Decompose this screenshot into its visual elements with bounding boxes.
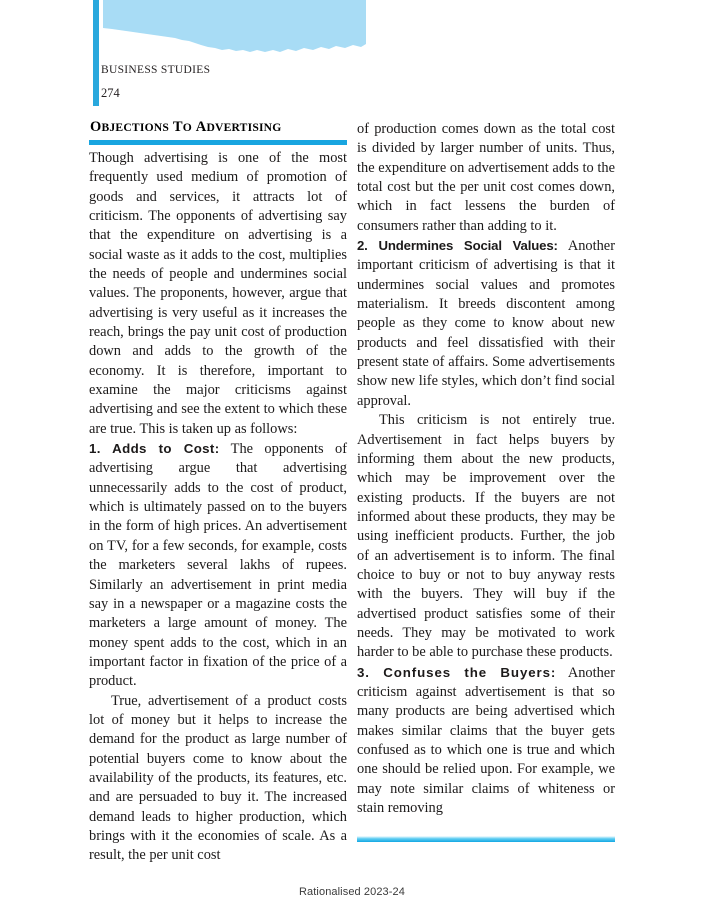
paragraph-lead-label: 1. Adds to Cost: bbox=[89, 441, 220, 457]
paragraph-text: This criticism is not entirely true. Advertisement in fact helps buyers by informing them about the new products, which may be improvement over the existing products. If the buyers are not informed about these products, they may be using inefficient products. Further, the job of an advertisement is to inform. The final choice to buy or not to buy anyway rests with the buyers. They will buy if the advertised product satisfies some of their needs. They may be motivated to work harder to be able to purchase these products. bbox=[357, 412, 615, 661]
section-heading-cap-3: A bbox=[195, 119, 207, 135]
page-number: 274 bbox=[101, 86, 120, 100]
paragraph-text: Another criticism against advertisement is that so many products are being advertised which makes similar claims that the buyer gets confused as to which one is true and which one should be relied upon. For example, we may note similar claims of whiteness or stain removing bbox=[357, 664, 615, 817]
section-heading-cap-2: T bbox=[172, 119, 183, 135]
torn-paper-shape bbox=[103, 0, 366, 56]
page-header bbox=[0, 0, 704, 112]
section-heading-rest-1: BJECTIONS bbox=[101, 121, 170, 134]
paragraph-criticism-reply bbox=[357, 411, 615, 662]
paragraph-text: Another important criticism of advertising is that it undermines social values and promotes materialism. It breeds discontent among people as they come to know about new products and feel dissatisfied with their present state of affairs. Some advertisements show new life styles, which don’t find social approval. bbox=[357, 238, 615, 409]
paragraph-lead-label: 3. Confuses the Buyers: bbox=[357, 664, 557, 680]
paragraph-text: Though advertising is one of the most frequently used medium of promotion of goods and services, it attracts lot of criticism. The opponents of advertising say that the expenditure on advertising is a social waste as it adds to the cost, multiplies the needs of people and undermines social values. The proponents, however, argue that advertising is very useful as it increases the reach, brings the pay unit cost of production down and adds to the growth of the economy. It is therefore, important to examine the major criticisms against advertising and see the extent to which these are true. This is taken up as follows: bbox=[89, 149, 347, 437]
section-heading-cap-1: O bbox=[90, 119, 102, 135]
paragraph-undermines-social-values bbox=[357, 236, 615, 411]
paragraph-adds-to-cost bbox=[89, 439, 347, 691]
paragraph-confuses-the-buyers bbox=[357, 663, 615, 819]
section-heading-rule bbox=[89, 140, 347, 145]
paragraph-text: The opponents of advertising argue that advertising unnecessarily adds to the cost of product, which is ultimately passed on to the buyers in the form of high prices. An advertisement on TV, for a few seconds, for example, costs the marketers several lakhs of rupees. Similarly an advertisement in print media say in a newspaper or a magazine costs the marketers a large amount of money. The money spent adds to the cost, which in an important factor in fixation of the price of a product. bbox=[89, 441, 347, 690]
footer-rationalised-note: Rationalised 2023-24 bbox=[299, 886, 405, 898]
paragraph-text: True, advertisement of a product costs lot of money but it helps to increase the demand for the product as large number of potential buyers come to know about the availability of the products, its features, etc. and are persuaded to buy it. The increased demand leads to higher production, which brings with it the economies of scale. As a result, the per unit cost bbox=[89, 692, 347, 864]
header-vertical-accent-bar bbox=[93, 0, 99, 106]
right-column bbox=[357, 120, 615, 818]
bottom-accent-bar bbox=[357, 836, 615, 842]
paragraph-cost-continued bbox=[357, 120, 615, 236]
paragraph-intro bbox=[89, 149, 347, 439]
book-title: BUSINESS STUDIES bbox=[101, 64, 211, 76]
section-heading-rest-2: O bbox=[182, 121, 192, 134]
section-heading-rest-3: DVERTISING bbox=[206, 121, 282, 134]
left-column bbox=[89, 120, 347, 866]
torn-paper-banner bbox=[103, 0, 366, 56]
paragraph-text: of production comes down as the total cost is divided by larger number of units. Thus, the expenditure on advertisement adds to the total cost but the per unit cost comes down, which in fact lessens the burden of consumers rather than adding to it. bbox=[357, 121, 615, 234]
paragraph-true-advertisement bbox=[89, 692, 347, 866]
paragraph-lead-label: 2. Undermines Social Values: bbox=[357, 238, 558, 254]
section-heading bbox=[90, 120, 347, 136]
